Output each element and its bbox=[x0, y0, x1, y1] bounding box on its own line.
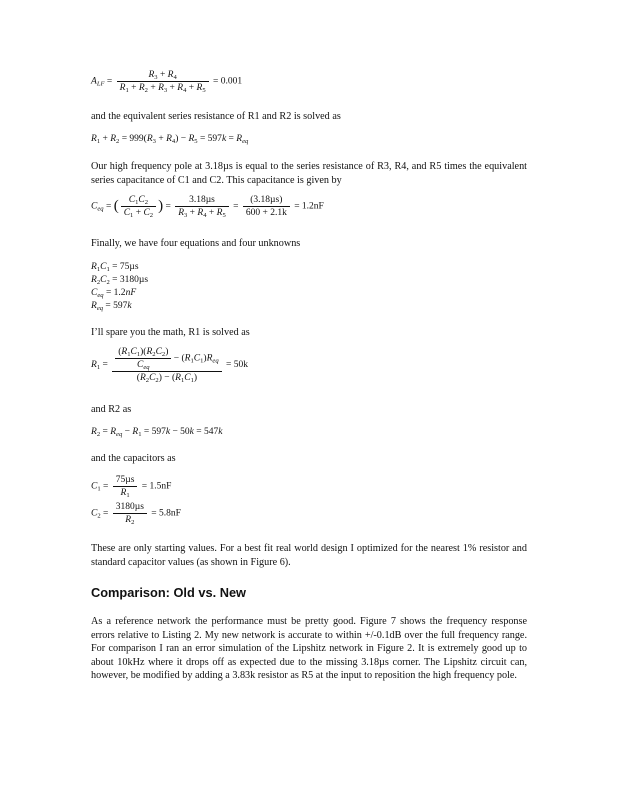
ceq-den3: 600 + 2.1k bbox=[245, 208, 287, 218]
paragraph-7: These are only starting values. For a best fit real world design I optimized for the nearest 1% resistor and standard capacitor values (as shown in Figure 6). bbox=[91, 543, 527, 568]
equation-c2: $C_2$ = $\frac{\text{3180µs}}{R_2}$ = 5.8nF bbox=[91, 502, 181, 526]
paragraph-6: and the capacitors as bbox=[91, 453, 176, 464]
eq-line-2: $R_2C_2 = 3180\mu s$ bbox=[91, 275, 149, 286]
ceq-num3: (3.18µs) bbox=[243, 195, 290, 207]
paragraph-2: Our high frequency pole at 3.18µs is equal to the series resistance of R3, R4, and R5 times the equivalent series capacitance of C1 and C2. This capacitance is given by bbox=[91, 161, 527, 186]
c1-result: = 1.5nF bbox=[141, 481, 172, 492]
equation-r1-r2: $R_1 + R_2 = 999(R_3 + R_4) - R_5 = 597k = R_{eq}$ bbox=[91, 134, 249, 145]
paragraph-1: and the equivalent series resistance of R1 and R2 is solved as bbox=[91, 111, 341, 122]
eq-line-1: $R_1C_1 = 75\mu s$ bbox=[91, 262, 139, 273]
r1-result: = 50k bbox=[226, 360, 248, 371]
ceq-num2: 3.18µs bbox=[189, 195, 215, 205]
ceq-result: = 1.2nF bbox=[294, 201, 324, 212]
eq-line-4: $R_{eq} = 597k$ bbox=[91, 301, 132, 312]
equation-c1: $C_1$ = $\frac{\text{75µs}}{R_1}$ = 1.5nF bbox=[91, 475, 172, 499]
section-heading: Comparison: Old vs. New bbox=[91, 585, 247, 600]
equation-r1: $R_1$ = $\frac{(R_1C_1)(R_2C_2)}{C_{eq}}$ − $(R_1C_1)R_{eq}$ $(R_2C_2) - (R_1C_1)$ = 50k bbox=[91, 347, 248, 384]
paragraph-3: Finally, we have four equations and four unknowns bbox=[91, 238, 301, 249]
paragraph-4: I’ll spare you the math, R1 is solved as bbox=[91, 327, 250, 338]
c2-num: 3180µs bbox=[113, 502, 147, 514]
paragraph-8: As a reference network the performance must be pretty good. Figure 7 shows the frequency response errors relative to Listing 2. My new network is accurate to within +/-0.1dB over the full frequency range. For comparison I ran an error simulation of the Lipshitz network in Figure 2. It is extremely good up to about 10kHz where it drops off as expected due to the missing 3.18µs corner. The Lipshitz circuit can, however, be modified by adding a 3.83k resistor as R5 at the input to reposition the high frequency pole. bbox=[91, 616, 527, 682]
equation-alf: $A_{LF}$ = $\frac{R_3 + R_4}{R_1 + R_2 + R_3 + R_4 + R_5}$ = 0.001 bbox=[91, 70, 243, 94]
paragraph-5: and R2 as bbox=[91, 404, 132, 415]
eq-line-3: $C_{eq} = 1.2nF$ bbox=[91, 288, 137, 299]
equation-system bbox=[91, 260, 148, 312]
equation-r2: $R_2 = R_{eq} - R_1 = 597k - 50k = 547k$ bbox=[91, 427, 223, 438]
equation-ceq: $C_{eq}$ = ( $\frac{C_1C_2}{C_1 + C_2}$ ) = $\frac{\text{3.18µs}}{R_3 + R_4 + R_5}$ = $\frac{\text{(3.18µs)}}{600 + 2.1k}$ = 1.2nF bbox=[91, 195, 324, 219]
c1-num: 75µs bbox=[113, 475, 138, 487]
alf-result: = 0.001 bbox=[212, 76, 243, 87]
c2-result: = 5.8nF bbox=[151, 508, 181, 519]
